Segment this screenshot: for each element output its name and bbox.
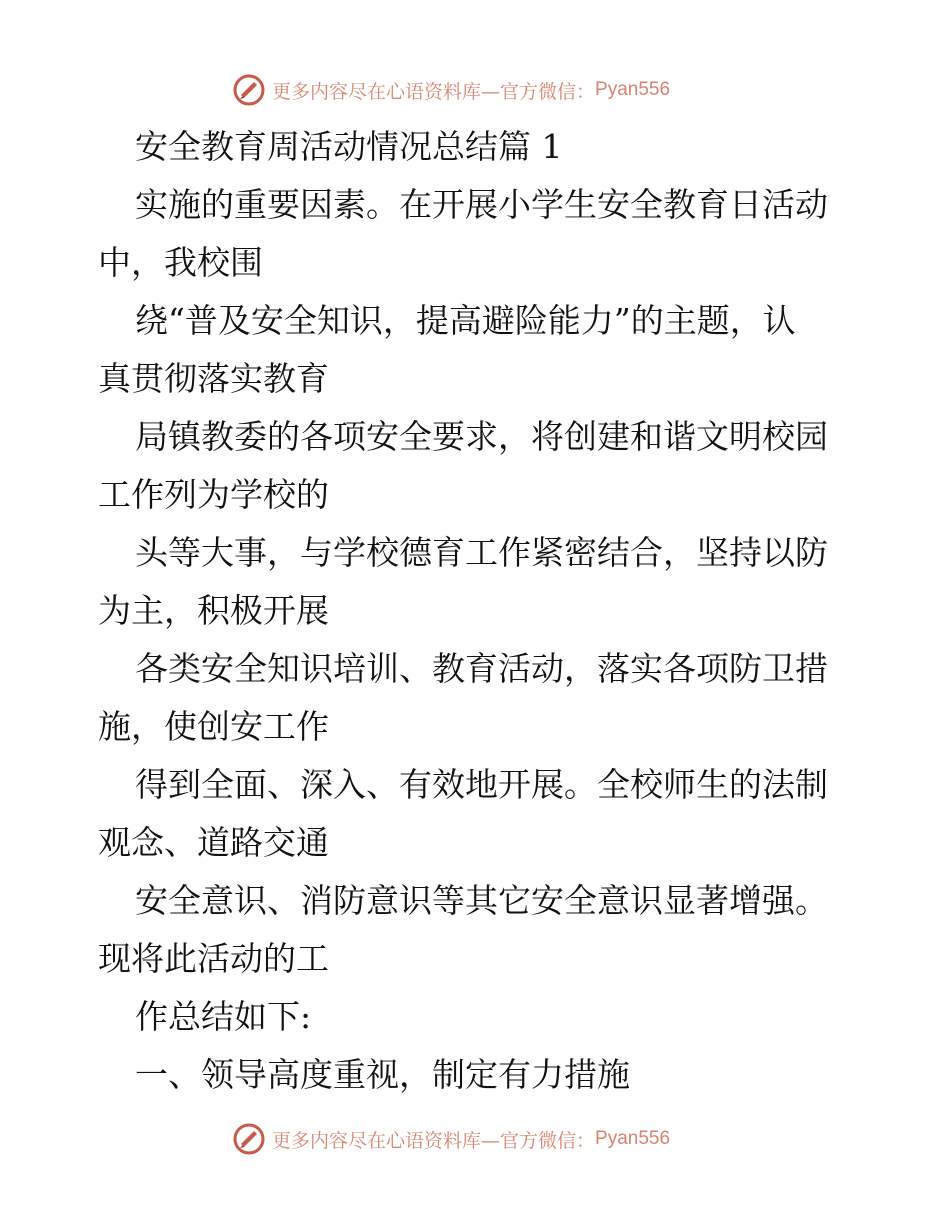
watermark-text: 更多内容尽在心语资料库—官方微信： — [272, 80, 596, 103]
paragraph-line: 中，我校围 — [98, 243, 263, 282]
paragraph-line: 头等大事，与学校德育工作紧密结合，坚持以防 — [135, 533, 828, 572]
paragraph-line: 为主，积极开展 — [98, 591, 329, 630]
paragraph-line: 得到全面、深入、有效地开展。全校师生的法制 — [135, 765, 828, 804]
paragraph-line: 现将此活动的工 — [98, 939, 329, 978]
paragraph-line: 真贯彻落实教育 — [98, 359, 329, 398]
paragraph-line: 实施的重要因素。在开展小学生安全教育日活动 — [135, 185, 828, 224]
paragraph-line: 局镇教委的各项安全要求，将创建和谐文明校园 — [135, 417, 828, 456]
footer-watermark — [232, 1122, 670, 1156]
paragraph-line: 作总结如下: — [135, 997, 312, 1036]
paragraph-line: 绕“普及安全知识，提高避险能力”的主题，认 — [135, 301, 796, 340]
paragraph-line: 施，使创安工作 — [98, 707, 329, 746]
watermark-wechat-id: Pyan556 — [595, 1128, 671, 1149]
logo-icon — [232, 73, 266, 107]
logo-icon — [232, 1122, 266, 1156]
header-watermark — [232, 73, 670, 107]
document-body — [98, 118, 858, 1104]
paragraph-line: 工作列为学校的 — [98, 475, 329, 514]
watermark-wechat-id: Pyan556 — [595, 79, 671, 100]
section-heading: 一、领导高度重视，制定有力措施 — [135, 1055, 630, 1094]
paragraph-line: 安全意识、消防意识等其它安全意识显著增强。 — [135, 881, 828, 920]
watermark-text: 更多内容尽在心语资料库—官方微信： — [272, 1129, 596, 1152]
doc-title: 安全教育周活动情况总结篇 1 — [135, 127, 563, 166]
paragraph-line: 各类安全知识培训、教育活动，落实各项防卫措 — [135, 649, 828, 688]
paragraph-line: 观念、道路交通 — [98, 823, 329, 862]
